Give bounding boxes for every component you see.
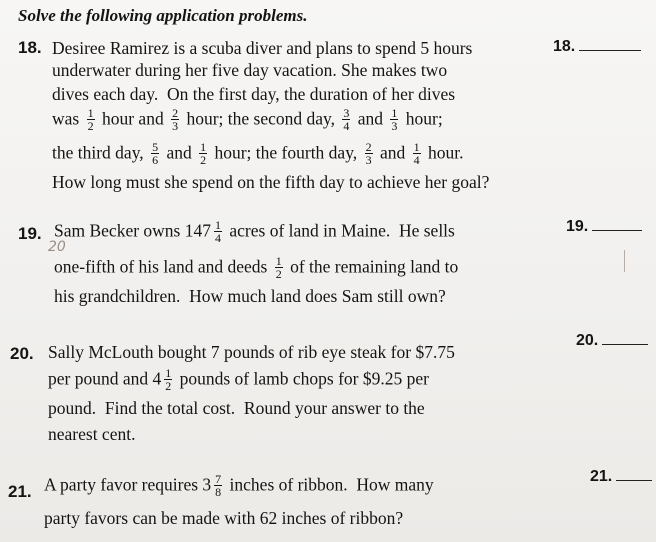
problem-text-line (44, 508, 403, 529)
problem-number: 21. (8, 482, 32, 501)
answer-line[interactable] (592, 229, 642, 231)
answer-line[interactable] (616, 479, 652, 481)
answer-blank-18[interactable] (553, 38, 641, 56)
problem-text-line (52, 172, 489, 193)
text-run: dives each day. On the first day, the duration of her dives (52, 84, 456, 104)
text-run: inches of ribbon. How many (225, 474, 434, 495)
fraction-numerator: 1 (165, 366, 172, 380)
text-run: and (162, 142, 197, 163)
text-run: party favors can be made with 62 inches of ribbon? (44, 508, 404, 528)
text-run: was (52, 108, 84, 129)
text-run: and (353, 108, 388, 129)
problem-number: 19. (18, 224, 42, 243)
problem-text-line (52, 60, 447, 81)
fraction (342, 107, 350, 132)
fraction (365, 141, 373, 166)
text-run: per pound and 4 (48, 368, 162, 389)
text-run: of the remaining land to (285, 256, 459, 277)
fraction-denominator: 2 (165, 379, 172, 393)
text-run: How long must she spend on the fifth day to achieve her goal? (52, 172, 490, 192)
text-run: A party favor requires 3 (44, 474, 212, 495)
fraction-numerator: 1 (87, 106, 94, 120)
text-run: underwater during her five day vacation. She makes two (52, 60, 448, 80)
fraction (151, 141, 159, 166)
fraction-numerator: 1 (391, 106, 398, 120)
text-run: hour; the second day, (182, 108, 340, 129)
worksheet-heading: Solve the following application problems. (18, 6, 308, 25)
text-run: Sally McLouth bought 7 pounds of rib eye steak for $7.75 (48, 342, 455, 362)
fraction-numerator: 1 (275, 254, 282, 268)
problem-text-line (48, 368, 429, 393)
answer-label: 19. (566, 218, 589, 235)
problem-number: 18. (18, 38, 42, 57)
text-run: hour; (401, 108, 443, 129)
problem-text-line (52, 38, 472, 59)
fraction-denominator: 3 (365, 153, 372, 167)
fraction-numerator: 1 (200, 140, 207, 154)
text-run: and (375, 142, 410, 163)
fraction-numerator: 1 (413, 140, 420, 154)
fraction-denominator: 3 (391, 119, 398, 133)
problem-text-line (52, 108, 443, 133)
answer-line[interactable] (602, 343, 648, 345)
problem-text-line (52, 84, 455, 105)
fraction-numerator: 7 (215, 472, 222, 486)
fraction-denominator: 6 (152, 153, 159, 167)
problem-text-line (44, 474, 434, 499)
fraction-denominator: 4 (413, 153, 420, 167)
fraction (214, 219, 222, 244)
problem-text-line (54, 220, 455, 245)
problem-text-line (52, 142, 463, 167)
fraction-denominator: 4 (343, 119, 350, 133)
fraction (87, 107, 95, 132)
text-run: hour; the fourth day, (210, 142, 362, 163)
fraction (171, 107, 179, 132)
fraction-numerator: 3 (343, 106, 350, 120)
text-run: pound. Find the total cost. Round your answer to the (48, 398, 425, 418)
fraction (413, 141, 421, 166)
fraction (275, 255, 283, 280)
text-run: Desiree Ramirez is a scuba diver and plans to spend 5 hours (52, 38, 473, 58)
answer-label: 20. (576, 332, 599, 349)
fraction-numerator: 2 (365, 140, 372, 154)
text-run: pounds of lamb chops for $9.25 per (175, 368, 429, 389)
text-run: hour. (423, 142, 464, 163)
text-run: his grandchildren. How much land does Sam still own? (54, 286, 446, 306)
text-run: one-fifth of his land and deeds (54, 256, 272, 277)
problem-text-line (48, 398, 425, 419)
fraction-denominator: 2 (275, 267, 282, 281)
text-run: the third day, (52, 142, 149, 163)
pencil-mark (624, 250, 625, 272)
fraction-denominator: 2 (87, 119, 94, 133)
problem-text-line (54, 286, 446, 307)
text-run: acres of land in Maine. He sells (225, 220, 455, 241)
answer-label: 21. (590, 468, 613, 485)
answer-blank-20[interactable] (576, 332, 648, 350)
fraction-denominator: 2 (200, 153, 207, 167)
fraction-numerator: 1 (215, 218, 221, 232)
fraction-numerator: 5 (152, 140, 159, 154)
fraction (214, 473, 222, 498)
fraction-numerator: 2 (172, 106, 179, 120)
fraction (199, 141, 207, 166)
fraction (164, 367, 172, 392)
fraction (390, 107, 398, 132)
pencil-note: 20 (48, 239, 66, 255)
text-run: hour and (97, 108, 169, 129)
answer-blank-19[interactable] (566, 218, 642, 236)
fraction-denominator: 3 (172, 119, 179, 133)
text-run: Sam Becker owns 147 (54, 220, 211, 241)
answer-label: 18. (553, 38, 576, 55)
answer-line[interactable] (579, 49, 641, 51)
problem-number: 20. (10, 344, 34, 363)
answer-blank-21[interactable] (590, 468, 652, 486)
fraction-denominator: 4 (215, 231, 221, 245)
problem-text-line (54, 256, 458, 281)
text-run: nearest cent. (48, 424, 136, 444)
fraction-denominator: 8 (215, 485, 222, 499)
problem-text-line (48, 424, 135, 445)
problem-text-line (48, 342, 455, 363)
